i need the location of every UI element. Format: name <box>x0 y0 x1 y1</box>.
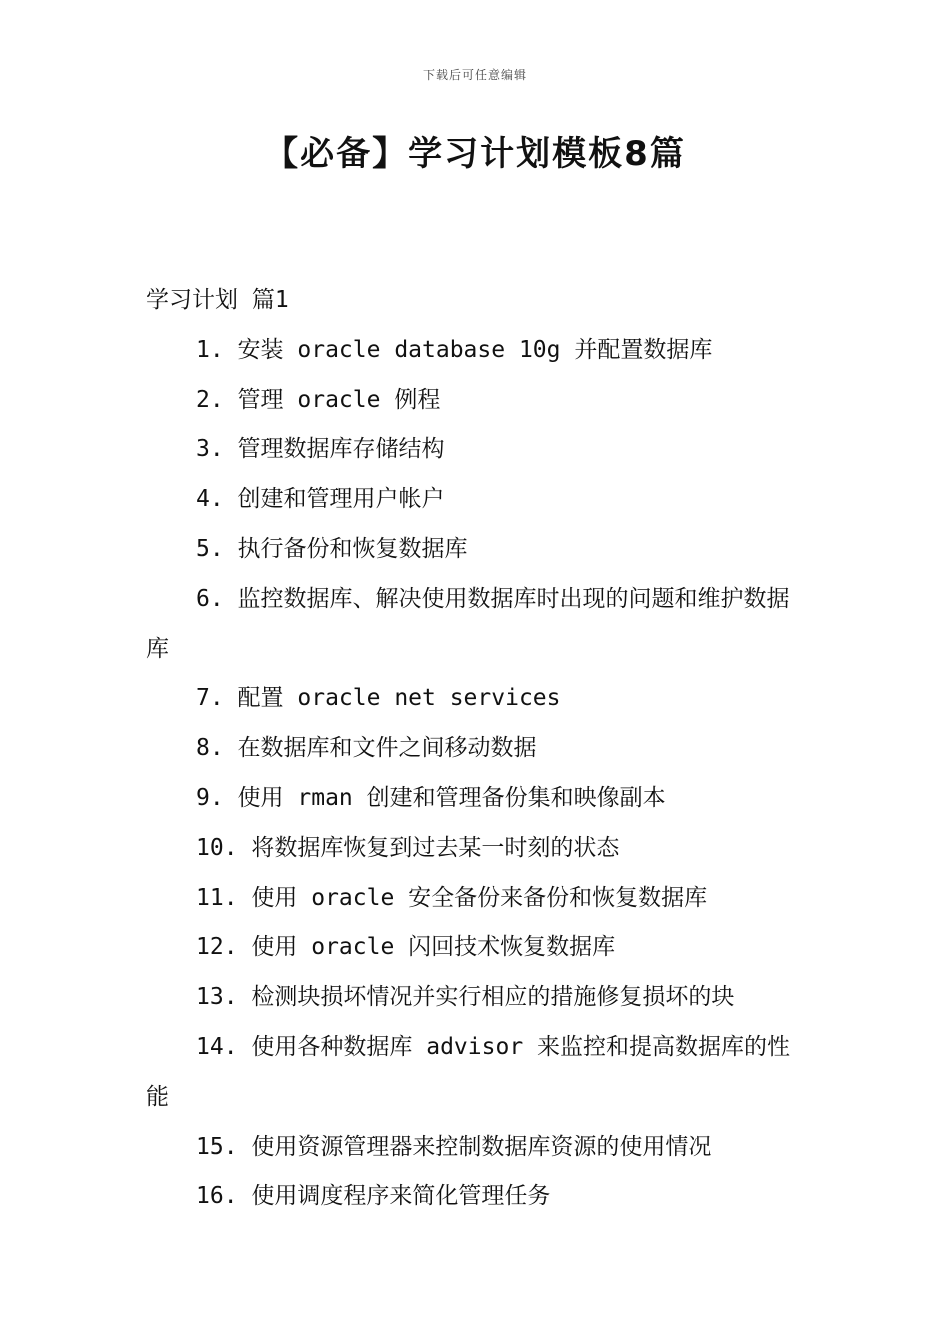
list-item: 2. 管理 oracle 例程 <box>196 386 441 413</box>
list-item: 15. 使用资源管理器来控制数据库资源的使用情况 <box>196 1133 712 1160</box>
item-list <box>146 326 811 1222</box>
list-item: 6. 监控数据库、解决使用数据库时出现的问题和维护数据库 <box>146 585 790 662</box>
list-item: 11. 使用 oracle 安全备份来备份和恢复数据库 <box>196 884 708 911</box>
list-item: 12. 使用 oracle 闪回技术恢复数据库 <box>196 934 616 961</box>
list-item: 1. 安装 oracle database 10g 并配置数据库 <box>196 336 713 363</box>
list-item: 14. 使用各种数据库 advisor 来监控和提高数据库的性能 <box>146 1033 791 1110</box>
page-title: 【必备】学习计划模板8篇 <box>264 134 686 174</box>
list-item: 5. 执行备份和恢复数据库 <box>196 535 468 562</box>
list-item: 10. 将数据库恢复到过去某一时刻的状态 <box>196 834 620 861</box>
section-heading: 学习计划 篇1 <box>146 287 289 313</box>
header-note: 下载后可任意编辑 <box>422 68 527 82</box>
list-item: 16. 使用调度程序来简化管理任务 <box>196 1183 551 1210</box>
list-item: 8. 在数据库和文件之间移动数据 <box>196 735 537 762</box>
document-body <box>146 276 811 1222</box>
list-item: 4. 创建和管理用户帐户 <box>196 486 445 513</box>
list-item: 9. 使用 rman 创建和管理备份集和映像副本 <box>196 784 666 811</box>
list-item: 3. 管理数据库存储结构 <box>196 436 445 463</box>
list-item: 7. 配置 oracle net services <box>196 685 561 712</box>
list-item: 13. 检测块损坏情况并实行相应的措施修复损坏的块 <box>196 984 735 1011</box>
